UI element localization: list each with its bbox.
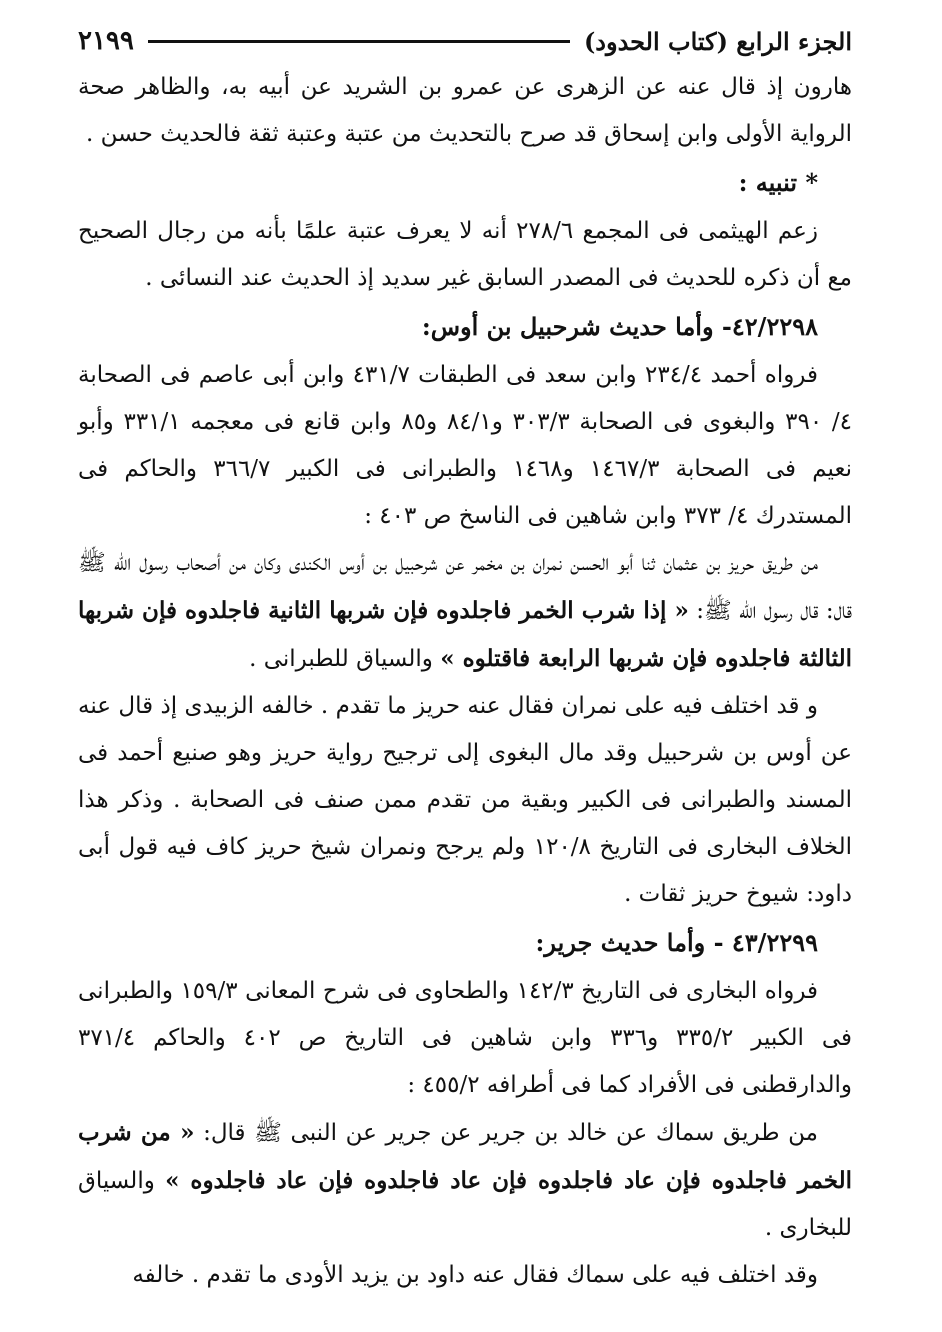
chain-source: والسياق للطبرانى .: [249, 646, 441, 672]
section-heading-42: ٤٢/٢٢٩٨- وأما حديث شرحبيل بن أوس:: [421, 312, 818, 341]
paragraph-note: زعم الهيثمى فى المجمع ٢٧٨/٦ أنه لا يعرف عتبة علمًا بأنه من رجال الصحيح مع أن ذكره للحديث فى المصدر السابق غير سديد إذ الحديث عند النسائى .: [78, 218, 852, 291]
paragraph-discussion-42: و قد اختلف فيه على نمران فقال عنه حريز ما تقدم . خالفه الزبيدى إذ قال عنه عن أوس بن شرحبيل وقد مال البغوى إلى ترجيح رواية حريز وهو صنيع أحمد فى المسند والطبرانى فى الكبير وبقية من تقدم ممن صنف فى الصحابة . وذكر هذا الخلاف البخارى فى التاريخ ١٢٠/٨ ولم يرجح ونمران شيخ حريز كاف فيه قول أبى داود: شيوخ حريز ثقات .: [78, 693, 852, 907]
chain-text: من طريق سماك عن خالد بن جرير عن جرير عن النبى ﷺ قال:: [194, 1120, 818, 1146]
running-title: الجزء الرابع (كتاب الحدود): [583, 26, 852, 56]
hadith-quote: « إذا شرب الخمر فاجلدوه فإن شربها الثانية فاجلدوه فإن شربها الثالثة فاجلدوه فإن شربها الرابعة فاقتلوه »: [78, 597, 852, 672]
paragraph-sources-42: فرواه أحمد ٢٣٤/٤ وابن سعد فى الطبقات ٤٣١/٧ وابن أبى عاصم فى الصحابة ٤/ ٣٩٠ والبغوى فى الصحابة ٣٠٣/٣ و٨٤/١ و٨٥ وابن قانع فى معجمه ٣٣١/١ وأبو نعيم فى الصحابة ١٤٦٧/٣ و١٤٦٨ والطبرانى فى الكبير ٣٦٦/٧ والحاكم فى المستدرك ٤/ ٣٧٣ وابن شاهين فى الناسخ ص ٤٠٣ :: [78, 362, 852, 529]
page-header: [78, 18, 852, 64]
document-page: [78, 18, 852, 1318]
paragraph-continuation: هارون إذ قال عنه عن الزهرى عن عمرو بن الشريد عن أبيه به، والظاهر صحة الرواية الأولى وابن إسحاق قد صرح بالتحديث من عتبة وعتبة ثقة فالحديث حسن .: [78, 74, 852, 147]
paragraph-chain-42: [78, 540, 852, 683]
chain-text: من طريق حريز بن عثمان ثنا أبو الحسن نمران بن مخمر عن شرحبيل بن أوس الكندى وكان من أصحاب رسول الله ﷺ قال: قال رسول الله ﷺ:: [78, 550, 852, 624]
paragraph-sources-43: فرواه البخارى فى التاريخ ١٤٢/٣ والطحاوى فى شرح المعانى ١٥٩/٣ والطبرانى فى الكبير ٣٣٥/٢ و٣٣٦ وابن شاهين فى التاريخ ص ٤٠٢ والحاكم ٣٧١/٤ والدارقطنى فى الأفراد كما فى أطرافه ٤٥٥/٢ :: [78, 978, 852, 1098]
header-rule: [148, 40, 570, 43]
chain-source: والسياق للبخارى .: [78, 1168, 852, 1241]
section-heading-43: ٤٣/٢٢٩٩ - وأما حديث جرير:: [535, 928, 818, 957]
note-heading: * تنبيه :: [738, 168, 818, 197]
paragraph-chain-43: [78, 1109, 852, 1252]
hadith-quote: « من شرب الخمر فاجلدوه فإن عاد فاجلدوه فإن عاد فاجلدوه فإن عاد فاجلدوه »: [78, 1119, 852, 1194]
page-number: ٢١٩٩: [78, 26, 134, 56]
paragraph-discussion-43: وقد اختلف فيه على سماك فقال عنه داود بن يزيد الأودى ما تقدم . خالفه: [132, 1262, 818, 1288]
